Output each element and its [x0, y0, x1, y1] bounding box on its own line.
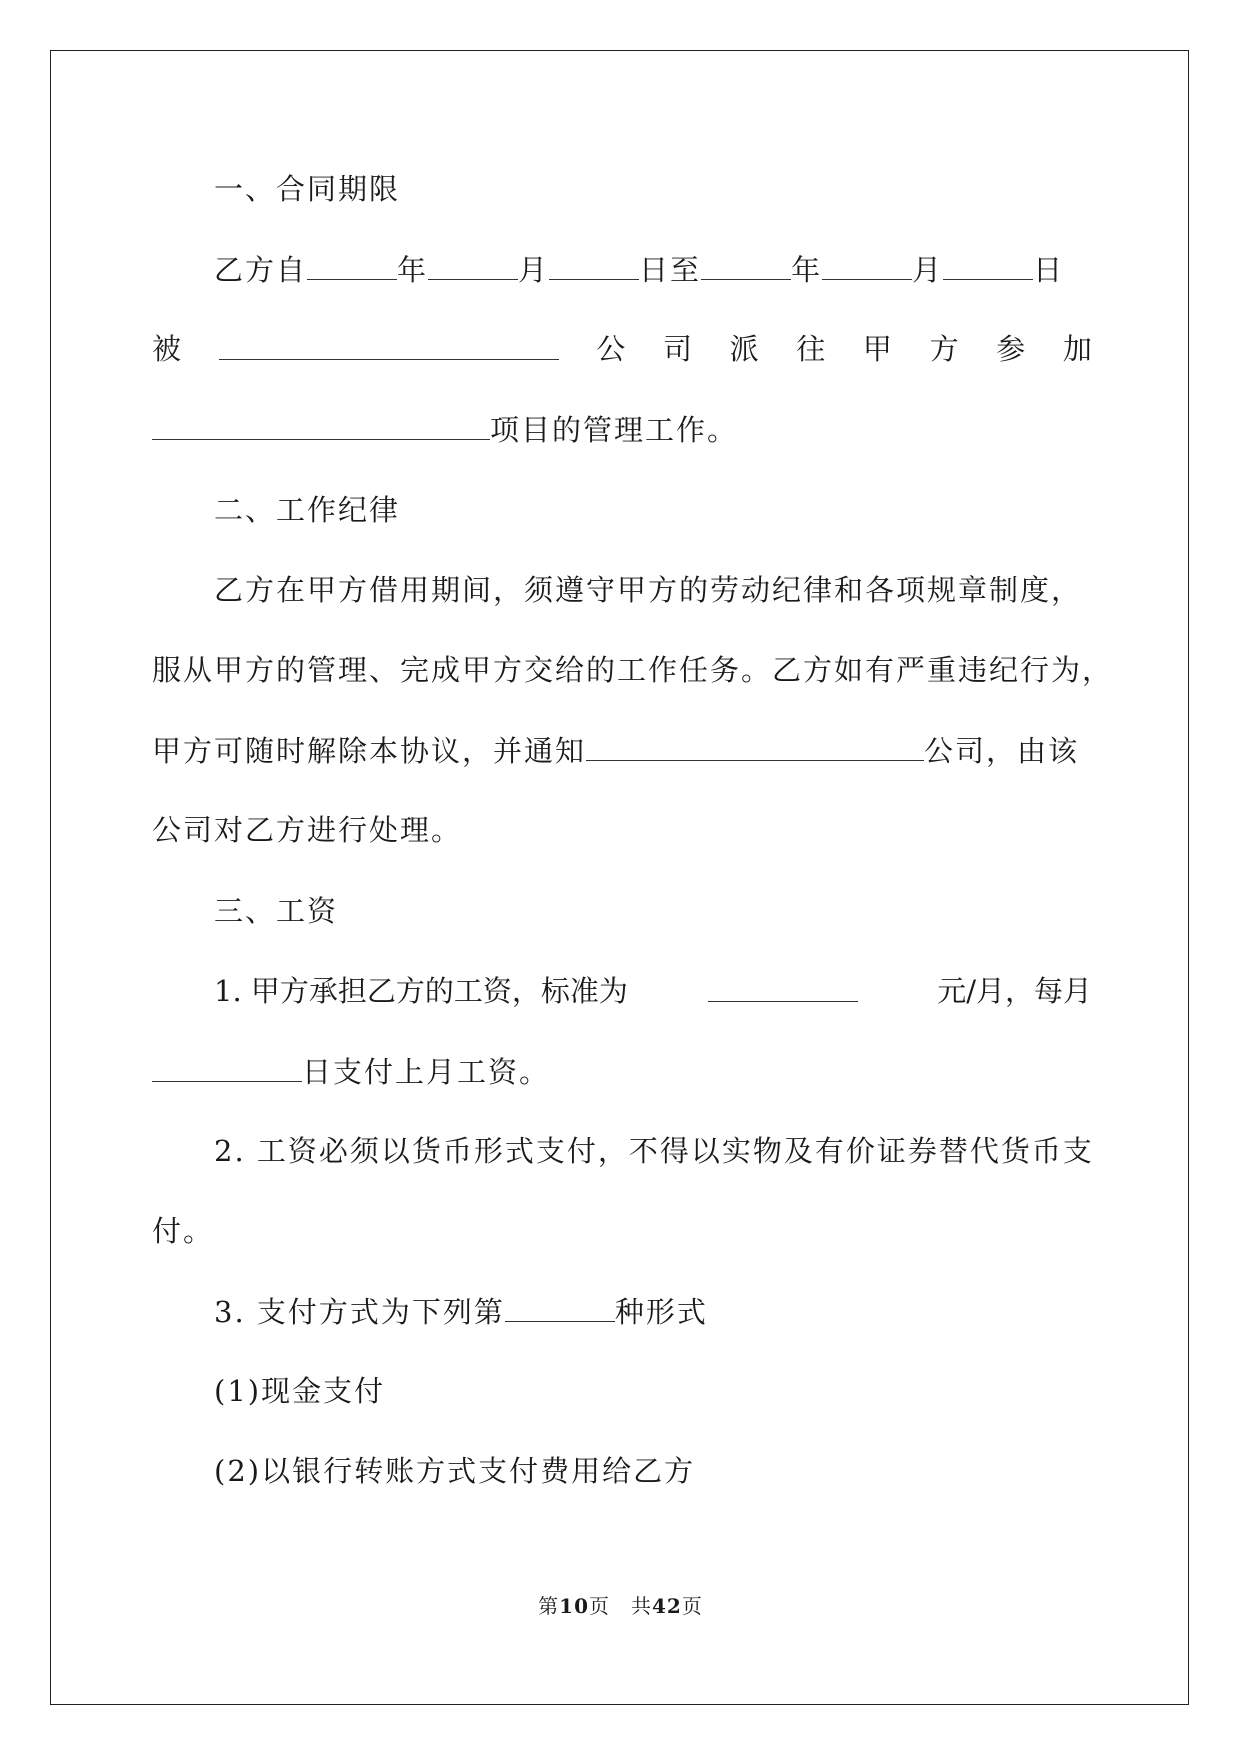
blank-wage-amount — [708, 971, 858, 1002]
wage-item-3: 3. 支付方式为下列第 种形式 — [214, 1291, 1092, 1332]
section-1-project-line: 项目的管理工作。 — [152, 409, 1092, 450]
section-2-heading: 二、工作纪律 — [214, 493, 401, 527]
blank-company-name — [219, 329, 559, 360]
wage-item-2: 2. 工资必须以货币形式支付，不得以实物及有价证券替代货币支 — [214, 1134, 1094, 1168]
current-page-number: 10 — [559, 1594, 589, 1618]
section-2-paragraph-line: 服从甲方的管理、完成甲方交给的工作任务。乙方如有严重违纪行为， — [152, 653, 1114, 687]
blank-pay-day — [152, 1051, 302, 1082]
wage-item-1-continued: 日支付上月工资。 — [152, 1051, 1092, 1092]
blank-payment-option — [505, 1291, 615, 1322]
payment-option-1: (1)现金支付 — [214, 1374, 386, 1408]
section-2-paragraph-line: 乙方在甲方借用期间，须遵守甲方的劳动纪律和各项规章制度， — [214, 573, 1083, 607]
section-1-company-line: 被 公 司 派 往 甲 方 参 加 — [152, 329, 1092, 369]
blank-end-year — [701, 249, 791, 280]
blank-start-month — [428, 249, 518, 280]
blank-end-month — [822, 249, 912, 280]
total-page-count: 42 — [652, 1594, 682, 1618]
wage-item-1: 1. 甲方承担乙方的工资，标准为 元/月，每月 — [214, 971, 1092, 1011]
blank-start-year — [307, 249, 397, 280]
blank-notify-company — [586, 730, 924, 761]
blank-start-day — [549, 249, 639, 280]
page-number-footer: 第10页 共42页 — [538, 1594, 703, 1618]
blank-end-day — [943, 249, 1033, 280]
section-1-heading: 一、合同期限 — [214, 172, 401, 206]
section-2-paragraph-line: 甲方可随时解除本协议，并通知 公司，由该 — [152, 730, 1092, 771]
blank-project-name — [152, 409, 490, 440]
section-3-heading: 三、工资 — [214, 894, 339, 928]
section-1-date-line: 乙方自 年 月 日至 年 月 日 — [214, 249, 1092, 290]
section-2-paragraph-line: 公司对乙方进行处理。 — [152, 813, 463, 847]
payment-option-2: (2)以银行转账方式支付费用给乙方 — [214, 1454, 696, 1488]
wage-item-2-continued: 付。 — [152, 1214, 215, 1248]
